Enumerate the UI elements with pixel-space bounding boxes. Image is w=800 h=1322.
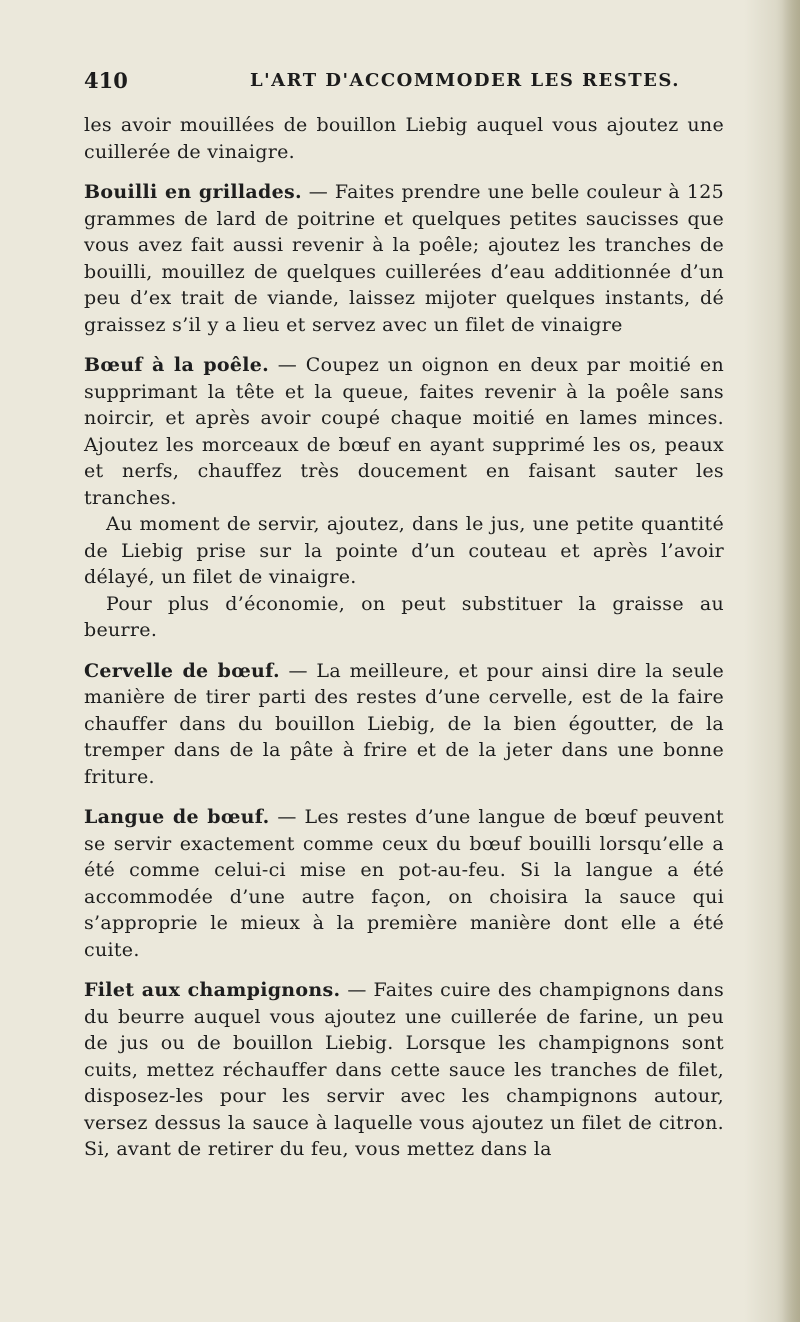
boeuf-poele-heading: Bœuf à la poêle.	[84, 354, 270, 376]
langue-body: — Les restes d’une langue de bœuf peuvent se servir exactement comme ceux du bœuf bouilli lorsqu’elle a été comme celui-ci mise en pot-au-feu. Si la langue a été accommodée d’une autre façon, on choisira la sauce qui s’approprie le mieux à la première manière dont elle a été cuite.	[84, 806, 724, 961]
boeuf-poele-paragraph-3	[84, 591, 724, 644]
filet-body: — Faites cuire des champignons dans du beurre auquel vous ajoutez une cuillerée de farine, un peu de jus ou de bouillon Liebig. Lorsque les champignons sont cuits, mettez réchauffer dans cette sauce les tranches de filet, disposez-les pour les servir avec les champignons autour, versez dessus la sauce à laquelle vous ajoutez un filet de citron. Si, avant de retirer du feu, vous mettez dans la	[84, 979, 724, 1160]
intro-paragraph	[84, 112, 724, 165]
running-title: L'ART D'ACCOMMODER LES RESTES.	[250, 70, 680, 91]
filet-paragraph	[84, 977, 724, 1163]
langue-heading: Langue de bœuf.	[84, 806, 270, 828]
boeuf-poele-paragraph	[84, 352, 724, 511]
intro-text: les avoir mouillées de bouillon Liebig auquel vous ajoutez une cuillerée de vinaigre.	[84, 114, 724, 163]
bouilli-body: — Faites prendre une belle couleur à 125 grammes de lard de poitrine et quelques petites saucisses que vous avez fait aussi revenir à la poêle; ajoutez les tranches de bouilli, mouillez de quelques cuillerées d’eau additionnée d’un peu d’ex trait de viande, laissez mijoter quelques instants, dé graissez s’il y a lieu et servez avec un filet de vinaigre	[84, 181, 724, 336]
boeuf-poele-body-2: Au moment de servir, ajoutez, dans le jus, une petite quantité de Liebig prise sur la pointe d’un couteau et après l’avoir délayé, un filet de vinaigre.	[84, 513, 724, 588]
page-edge-shadow	[782, 0, 800, 1322]
body-text	[84, 112, 724, 1163]
boeuf-poele-body-3: Pour plus d’économie, on peut substituer la graisse au beurre.	[84, 592, 724, 641]
cervelle-heading: Cervelle de bœuf.	[84, 659, 280, 682]
bouilli-paragraph	[84, 179, 724, 338]
langue-paragraph	[84, 804, 724, 963]
page-header	[84, 68, 704, 98]
boeuf-poele-body: — Coupez un oignon en deux par moitié en supprimant la tête et la queue, faites revenir à la poêle sans noircir, et après avoir coupé chaque moitié en lames minces. Ajoutez les morceaux de bœuf en ayant supprimé les os, peaux et nerfs, chauffez très doucement en faisant sauter les tranches.	[84, 354, 725, 509]
filet-heading: Filet aux champignons.	[84, 979, 341, 1001]
cervelle-paragraph	[84, 658, 724, 791]
boeuf-poele-paragraph-2	[84, 511, 724, 591]
bouilli-heading: Bouilli en grillades.	[84, 181, 302, 203]
page-number: 410	[84, 68, 128, 93]
cervelle-body: — La meilleure, et pour ainsi dire la seule manière de tirer parti des restes d’une cervelle, est de la faire chauffer dans du bouillon Liebig, de la bien égoutter, de la tremper dans de la pâte à frire et de la jeter dans une bonne friture.	[84, 659, 724, 788]
